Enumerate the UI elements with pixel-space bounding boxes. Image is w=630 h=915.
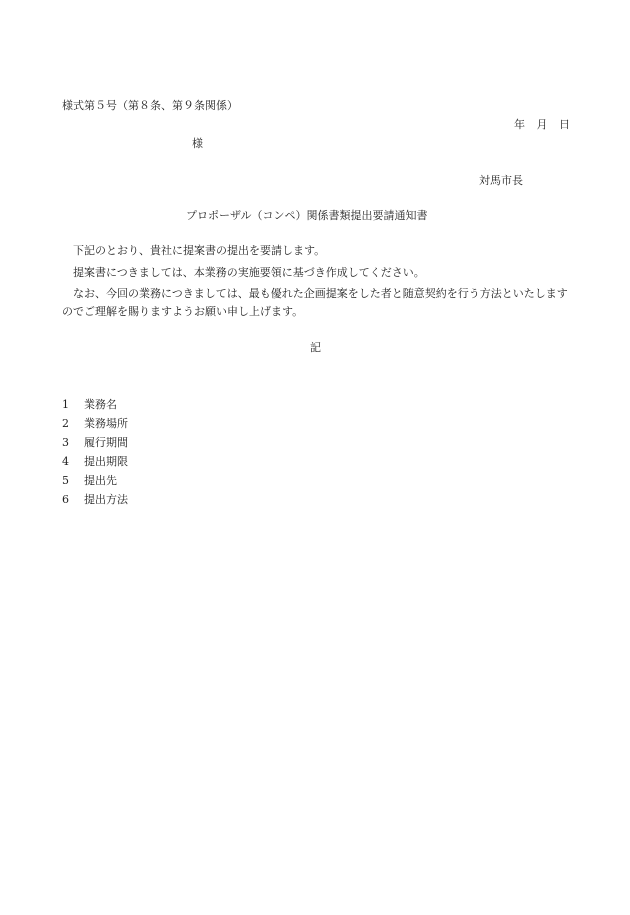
list-item — [62, 395, 128, 414]
item-number: 5 — [62, 474, 69, 487]
item-label: 履行期間 — [84, 436, 128, 449]
item-label: 提出先 — [84, 474, 117, 487]
body-paragraph: 下記のとおり、貴社に提案書の提出を要請します。 — [73, 244, 326, 257]
item-number: 3 — [62, 436, 69, 449]
list-item — [62, 471, 128, 490]
list-item — [62, 433, 128, 452]
document-title: プロポーザル（コンペ）関係書類提出要請通知書 — [186, 209, 428, 222]
body-paragraph: 提案書につきましては、本業務の実施要領に基づき作成してください。 — [73, 266, 425, 279]
item-list — [62, 395, 128, 509]
list-item — [62, 490, 128, 509]
form-number: 様式第５号（第８条、第９条関係） — [62, 99, 238, 112]
item-label: 提出方法 — [84, 493, 128, 506]
ki-heading: 記 — [310, 341, 321, 354]
date-day-label: 日 — [559, 118, 570, 131]
addressee-suffix: 様 — [192, 137, 203, 150]
list-item — [62, 452, 128, 471]
item-label: 業務名 — [84, 398, 117, 411]
item-label: 業務場所 — [84, 417, 128, 430]
body-paragraph: なお、今回の業務につきましては、最も優れた企画提案をした者と随意契約を行う方法といたしますのでご理解を賜りますようお願い申し上げます。 — [62, 287, 568, 318]
sender-name: 対馬市長 — [479, 174, 523, 187]
date-month-label: 月 — [536, 118, 548, 131]
item-label: 提出期限 — [84, 455, 128, 468]
date-line — [506, 117, 570, 133]
list-item — [62, 414, 128, 433]
date-year-label: 年 — [514, 118, 525, 131]
item-number: 1 — [62, 398, 69, 411]
item-number: 4 — [62, 455, 69, 468]
item-number: 2 — [62, 417, 69, 430]
item-number: 6 — [62, 493, 69, 506]
